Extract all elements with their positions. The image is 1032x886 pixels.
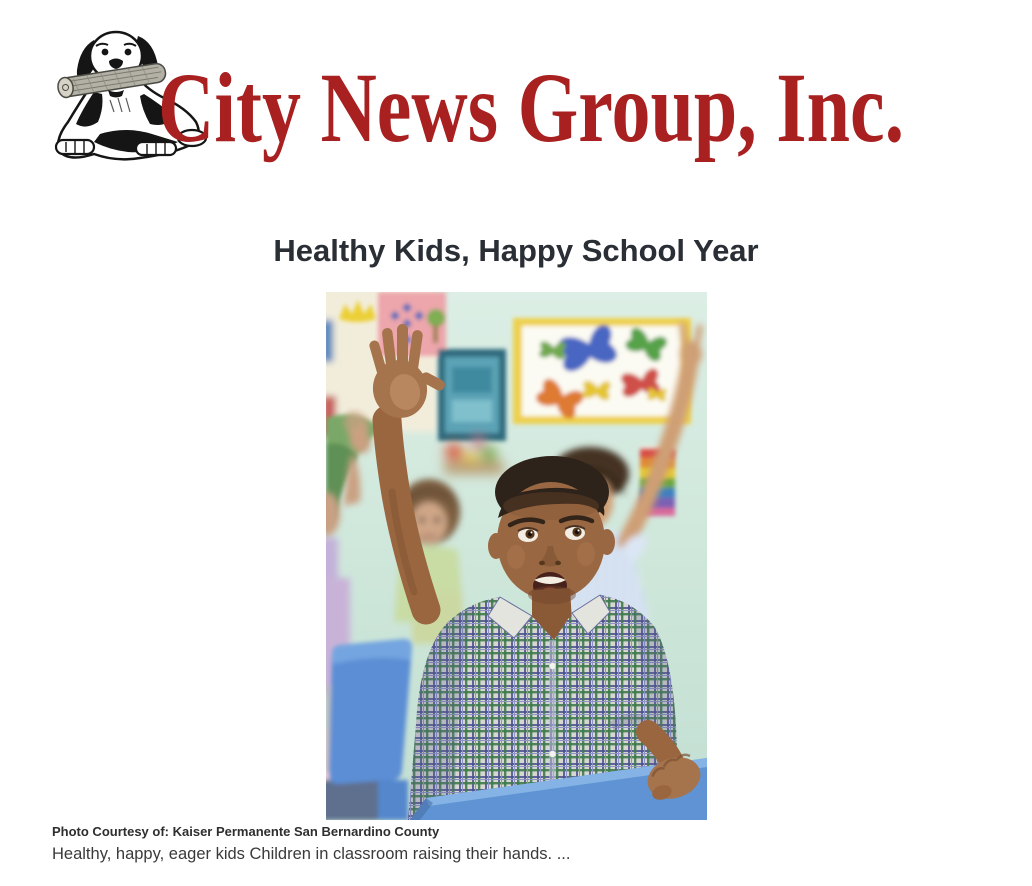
article-title: Healthy Kids, Happy School Year bbox=[273, 232, 759, 268]
classroom-photo-illustration bbox=[326, 292, 707, 820]
site-logo[interactable] bbox=[44, 22, 984, 174]
article-photo bbox=[326, 292, 707, 820]
logo-text: City News Group, Inc. bbox=[158, 52, 905, 163]
photo-credit: Photo Courtesy of: Kaiser Permanente San Bernardino County bbox=[52, 824, 440, 839]
photo-caption: Healthy, happy, eager kids Children in classroom raising their hands. ... bbox=[52, 845, 571, 863]
